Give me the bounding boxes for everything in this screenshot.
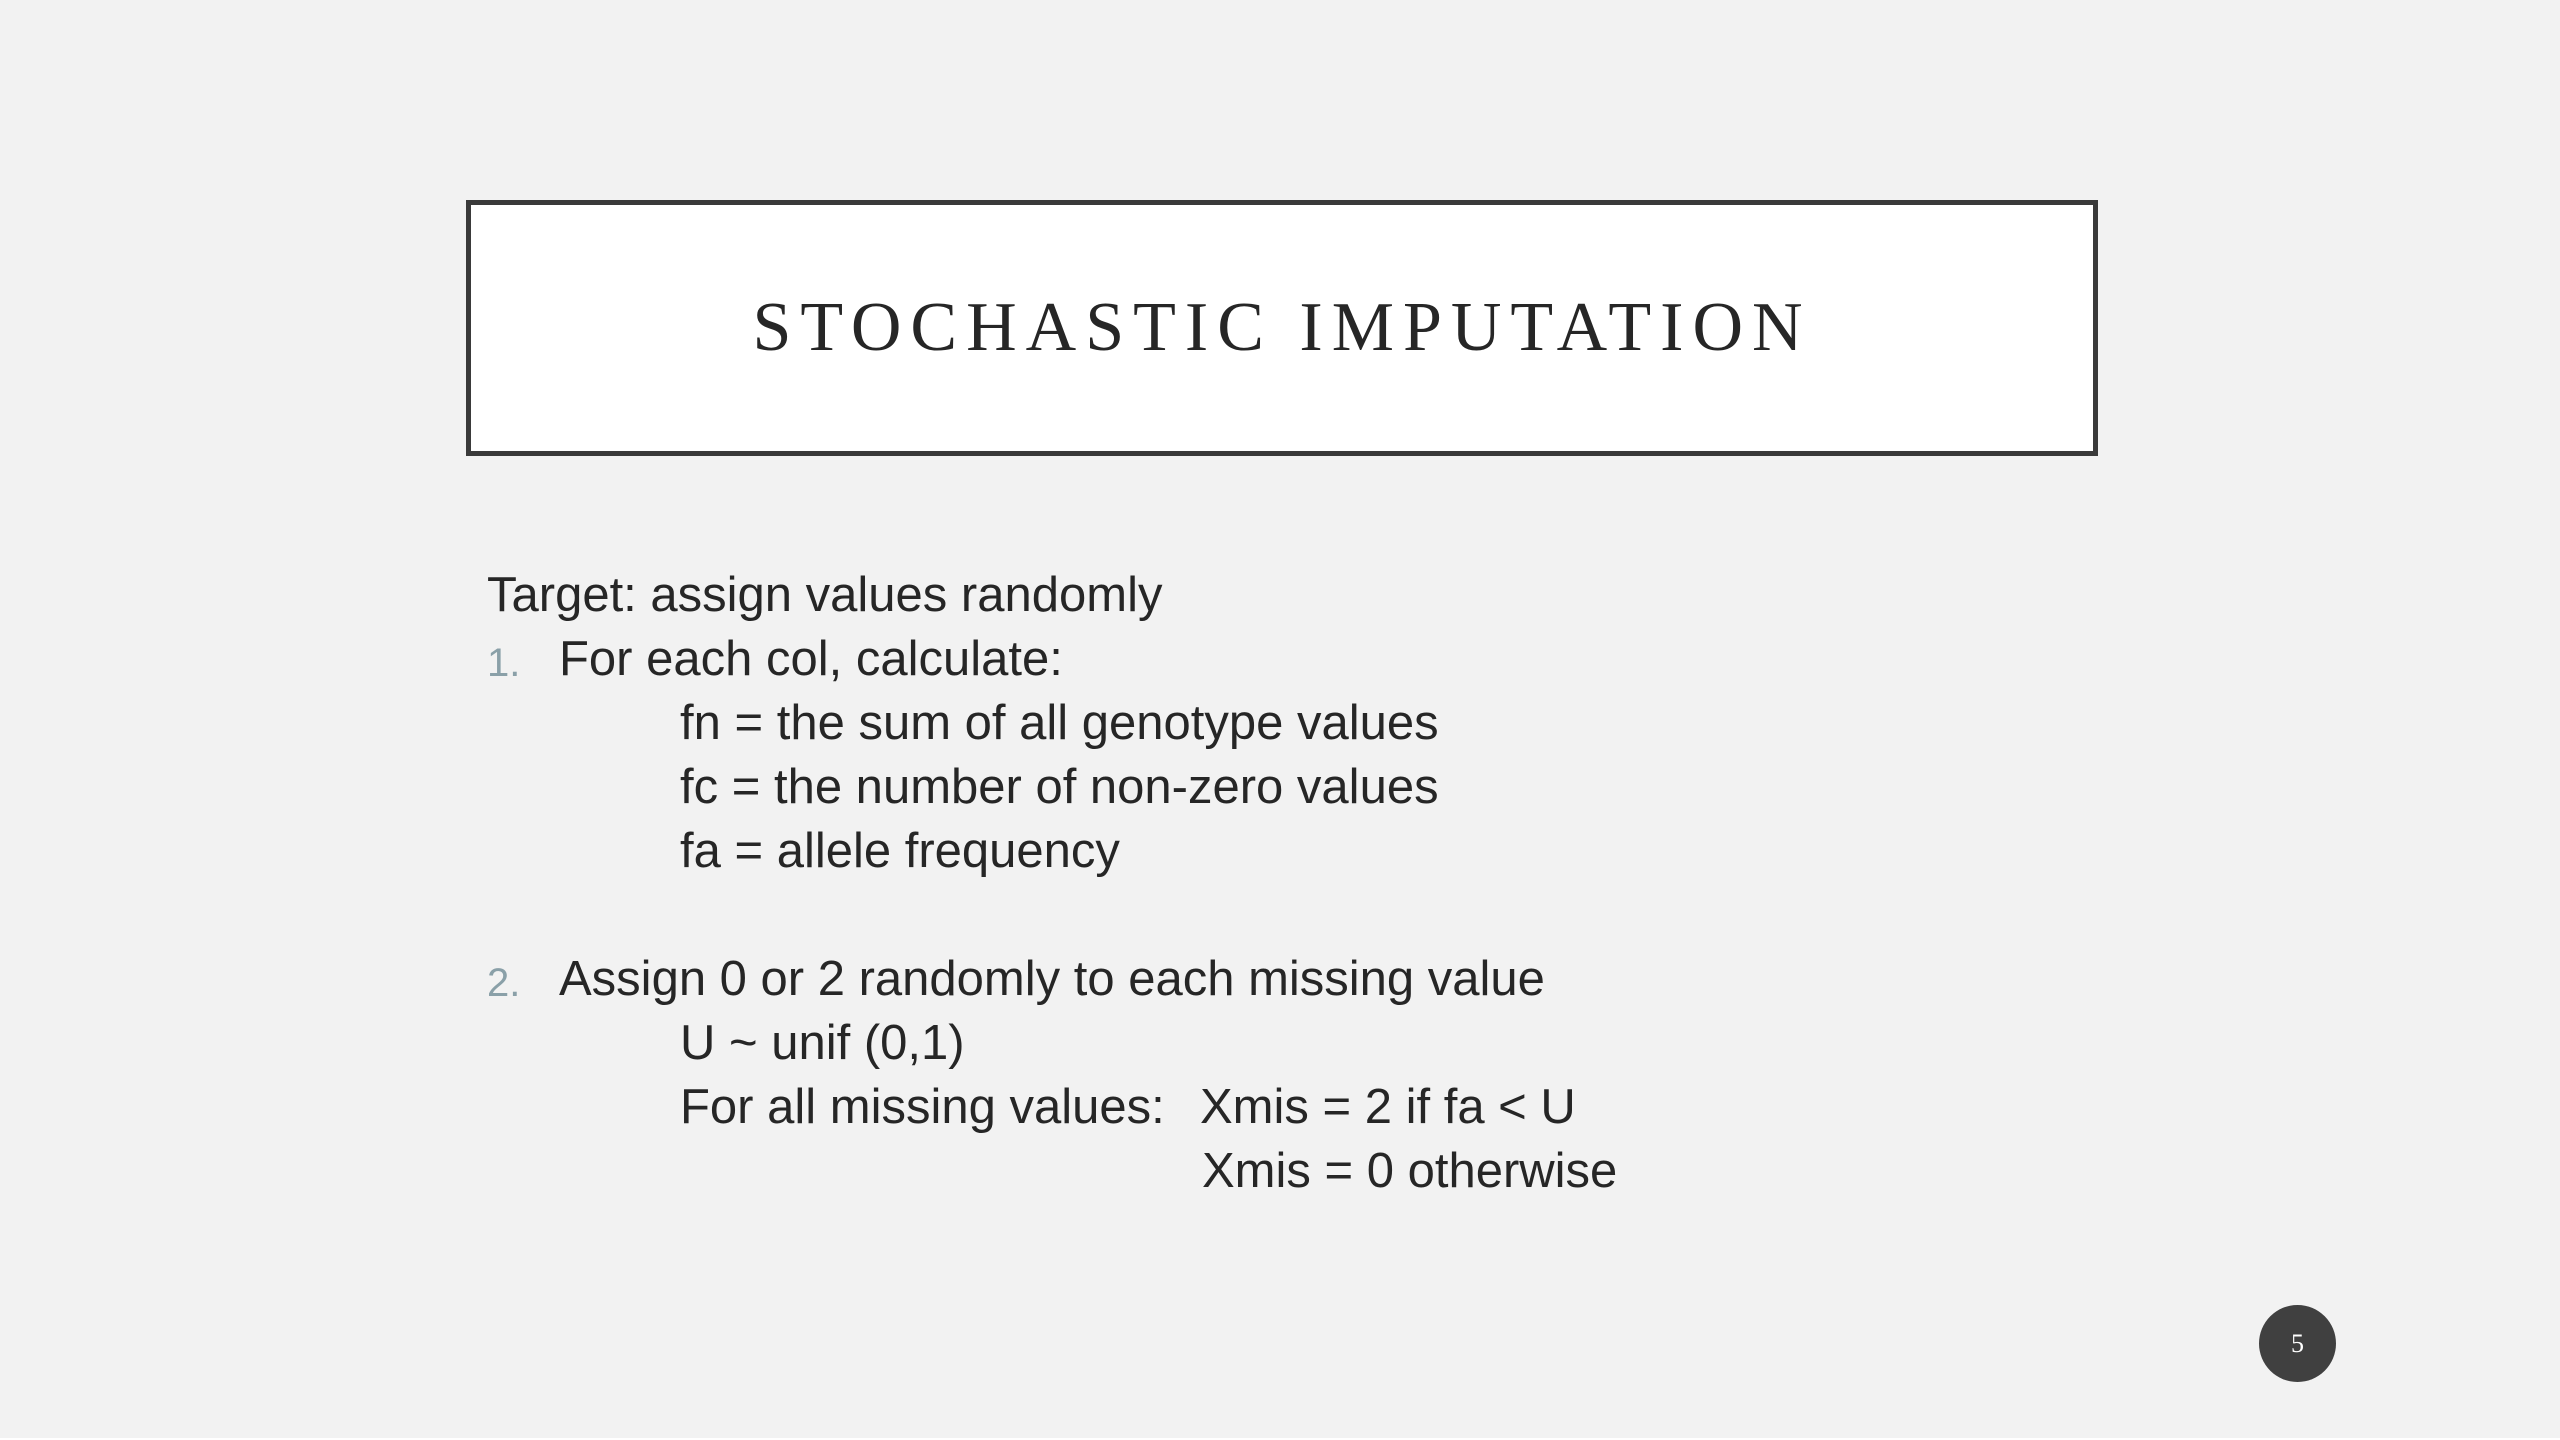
step-1-detail-fn: fn = the sum of all genotype values [680, 696, 1439, 750]
slide-title: STOCHASTIC IMPUTATION [752, 289, 1812, 366]
list-number-1: 1. [487, 641, 521, 685]
target-line: Target: assign values randomly [487, 568, 1163, 622]
step-2-detail-label: For all missing values: [680, 1080, 1165, 1134]
step-2-detail-uniform: U ~ unif (0,1) [680, 1016, 965, 1070]
page-number-badge: 5 [2259, 1305, 2336, 1382]
step-2-detail-rule-1: Xmis = 2 if fa < U [1200, 1080, 1576, 1134]
step-2-text: Assign 0 or 2 randomly to each missing value [559, 952, 1545, 1006]
step-2-detail-rule-2: Xmis = 0 otherwise [1202, 1144, 1618, 1198]
title-box [466, 200, 2098, 456]
step-1-detail-fa: fa = allele frequency [680, 824, 1120, 878]
step-1-detail-fc: fc = the number of non-zero values [680, 760, 1439, 814]
step-1-text: For each col, calculate: [559, 632, 1063, 686]
list-number-2: 2. [487, 961, 521, 1005]
